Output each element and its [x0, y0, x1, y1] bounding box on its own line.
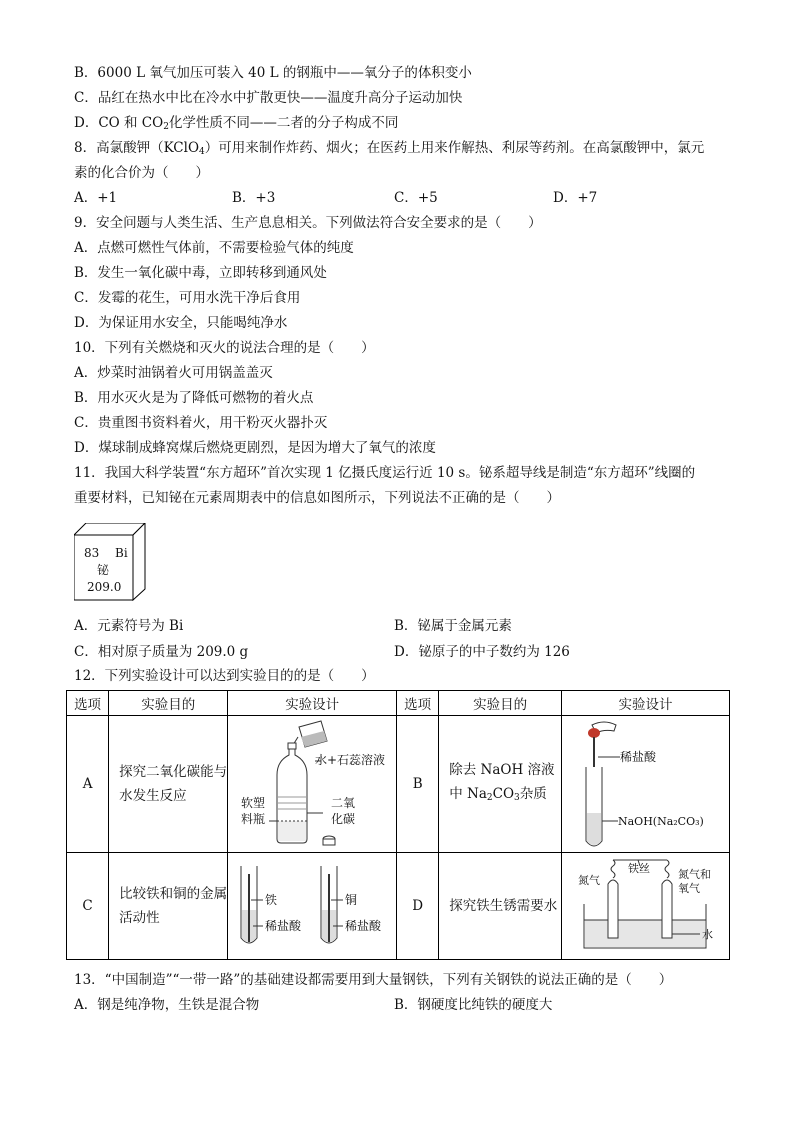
- row-c-design: [228, 853, 397, 960]
- label-hcl: 稀盐酸: [619, 750, 656, 764]
- header-option: 选项: [67, 691, 109, 716]
- label-co2-1: 二氧: [331, 796, 356, 810]
- q9-option-d: D．为保证用水安全，只能喝纯净水: [74, 315, 288, 331]
- row-a-design: [228, 716, 397, 853]
- q13-stem: 13．“中国制造”“一带一路”的基础建设都需要用到大量钢铁，下列有关钢铁的说法正确的是（ ）: [74, 972, 673, 988]
- row-b-design: [562, 716, 730, 853]
- q11-stem-line1: 11．我国大科学装置“东方超环”首次实现 1 亿摄氏度运行近 10 s。铋系超导线是制造“东方超环”线圈的: [74, 465, 696, 481]
- q7-option-d: D．CO 和 $CO_2$化学性质不同——二者的分子构成不同: [74, 115, 399, 132]
- header-aim-2: 实验目的: [439, 691, 562, 716]
- q8-stem-line2: 素的化合价为（ ）: [74, 165, 209, 181]
- q10-option-a: A．炒菜时油锅着火可用锅盖盖灭: [74, 365, 273, 381]
- element-name: 铋: [97, 563, 110, 577]
- q11-option-a: A．元素符号为 Bi: [74, 618, 184, 634]
- row-d-design: [562, 853, 730, 960]
- q13-option-b: B．钢硬度比纯铁的硬度大: [394, 997, 553, 1013]
- q11-option-b: B．铋属于金属元素: [394, 618, 512, 634]
- label-n2-o2-1: 氮气和: [677, 868, 711, 881]
- table-row: [67, 853, 730, 960]
- q13-option-a: A．钢是纯净物，生铁是混合物: [74, 997, 260, 1013]
- label-copper: 铜: [345, 893, 358, 907]
- co2-bottle-figure: [229, 717, 395, 851]
- header-option-2: 选项: [397, 691, 439, 716]
- header-design: 实验设计: [228, 691, 397, 716]
- q11-option-c: C．相对原子质量为 209.0 g: [74, 644, 249, 660]
- row-a-label: A: [67, 716, 109, 853]
- label-iron: 铁: [265, 893, 278, 907]
- q10-option-d: D．煤球制成蜂窝煤后燃烧更剧烈，是因为增大了氧气的浓度: [74, 440, 436, 456]
- element-symbol: Bi: [115, 546, 128, 560]
- row-d-label: D: [397, 853, 439, 960]
- q8-option-c: C．+5: [394, 190, 438, 206]
- table-header-row: [67, 691, 730, 716]
- label-hcl-2: 稀盐酸: [345, 919, 382, 933]
- row-b-label: B: [397, 716, 439, 853]
- row-a-aim: 探究二氧化碳能与水发生反应: [109, 716, 228, 853]
- experiment-table: [66, 690, 730, 960]
- label-iron-wire: 铁丝: [627, 862, 650, 875]
- element-mass: 209.0: [87, 580, 122, 594]
- label-naoh: NaOH(Na₂CO₃): [617, 815, 704, 828]
- q10-option-b: B．用水灭火是为了降低可燃物的着火点: [74, 390, 314, 406]
- label-hcl-1: 稀盐酸: [265, 919, 302, 933]
- q8-stem-line1: 8．高氯酸钾（KClO$_4$）可用来制作炸药、烟火；在医药上用来作解热、利尿等药剂。在高氯酸钾中，氯元: [74, 140, 705, 157]
- q8-option-b: B．+3: [232, 190, 276, 206]
- q8-option-a: A．+1: [74, 190, 118, 206]
- label-n2-o2-2: 氧气: [677, 882, 700, 895]
- q7-option-b: B．6000 L 氧气加压可装入 40 L 的钢瓶中——氧分子的体积变小: [74, 65, 472, 81]
- rust-test-figure: [568, 854, 724, 958]
- q9-option-b: B．发生一氧化碳中毒，立即转移到通风处: [74, 265, 327, 281]
- row-c-label: C: [67, 853, 109, 960]
- dropper-tube-figure: [568, 717, 724, 851]
- q9-option-c: C．发霉的花生，可用水洗干净后食用: [74, 290, 301, 306]
- label-nitrogen: 氮气: [577, 874, 600, 887]
- row-d-aim: 探究铁生锈需要水: [439, 853, 562, 960]
- metal-tubes-figure: [229, 854, 395, 958]
- header-design-2: 实验设计: [562, 691, 730, 716]
- q9-stem: 9．安全问题与人类生活、生产息息相关。下列做法符合安全要求的是（ ）: [74, 215, 542, 231]
- element-cell-bismuth: [74, 523, 146, 601]
- q12-stem: 12．下列实验设计可以达到实验目的的是（ ）: [74, 668, 375, 684]
- label-water-litmus: 水+石蕊溶液: [315, 753, 386, 767]
- q7-option-c: C．品红在热水中比在冷水中扩散更快——温度升高分子运动加快: [74, 90, 463, 106]
- element-number: 83: [84, 546, 100, 560]
- label-soft-plastic-2: 料瓶: [241, 812, 266, 826]
- label-water: 水: [701, 928, 713, 941]
- q9-option-a: A．点燃可燃性气体前，不需要检验气体的纯度: [74, 240, 354, 256]
- q8-option-d: D．+7: [553, 190, 598, 206]
- label-soft-plastic-1: 软塑: [241, 796, 266, 810]
- row-c-aim: 比较铁和铜的金属活动性: [109, 853, 228, 960]
- label-co2-2: 化碳: [331, 812, 356, 826]
- table-row: [67, 716, 730, 853]
- q10-stem: 10．下列有关燃烧和灭火的说法合理的是（ ）: [74, 340, 375, 356]
- row-b-aim: 除去 NaOH 溶液中 $Na_2CO_3$杂质: [439, 716, 562, 853]
- q11-option-d: D．铋原子的中子数约为 126: [394, 644, 570, 660]
- q11-stem-line2: 重要材料，已知铋在元素周期表中的信息如图所示，下列说法不正确的是（ ）: [74, 490, 560, 506]
- q10-option-c: C．贵重图书资料着火，用干粉灭火器扑灭: [74, 415, 328, 431]
- header-aim: 实验目的: [109, 691, 228, 716]
